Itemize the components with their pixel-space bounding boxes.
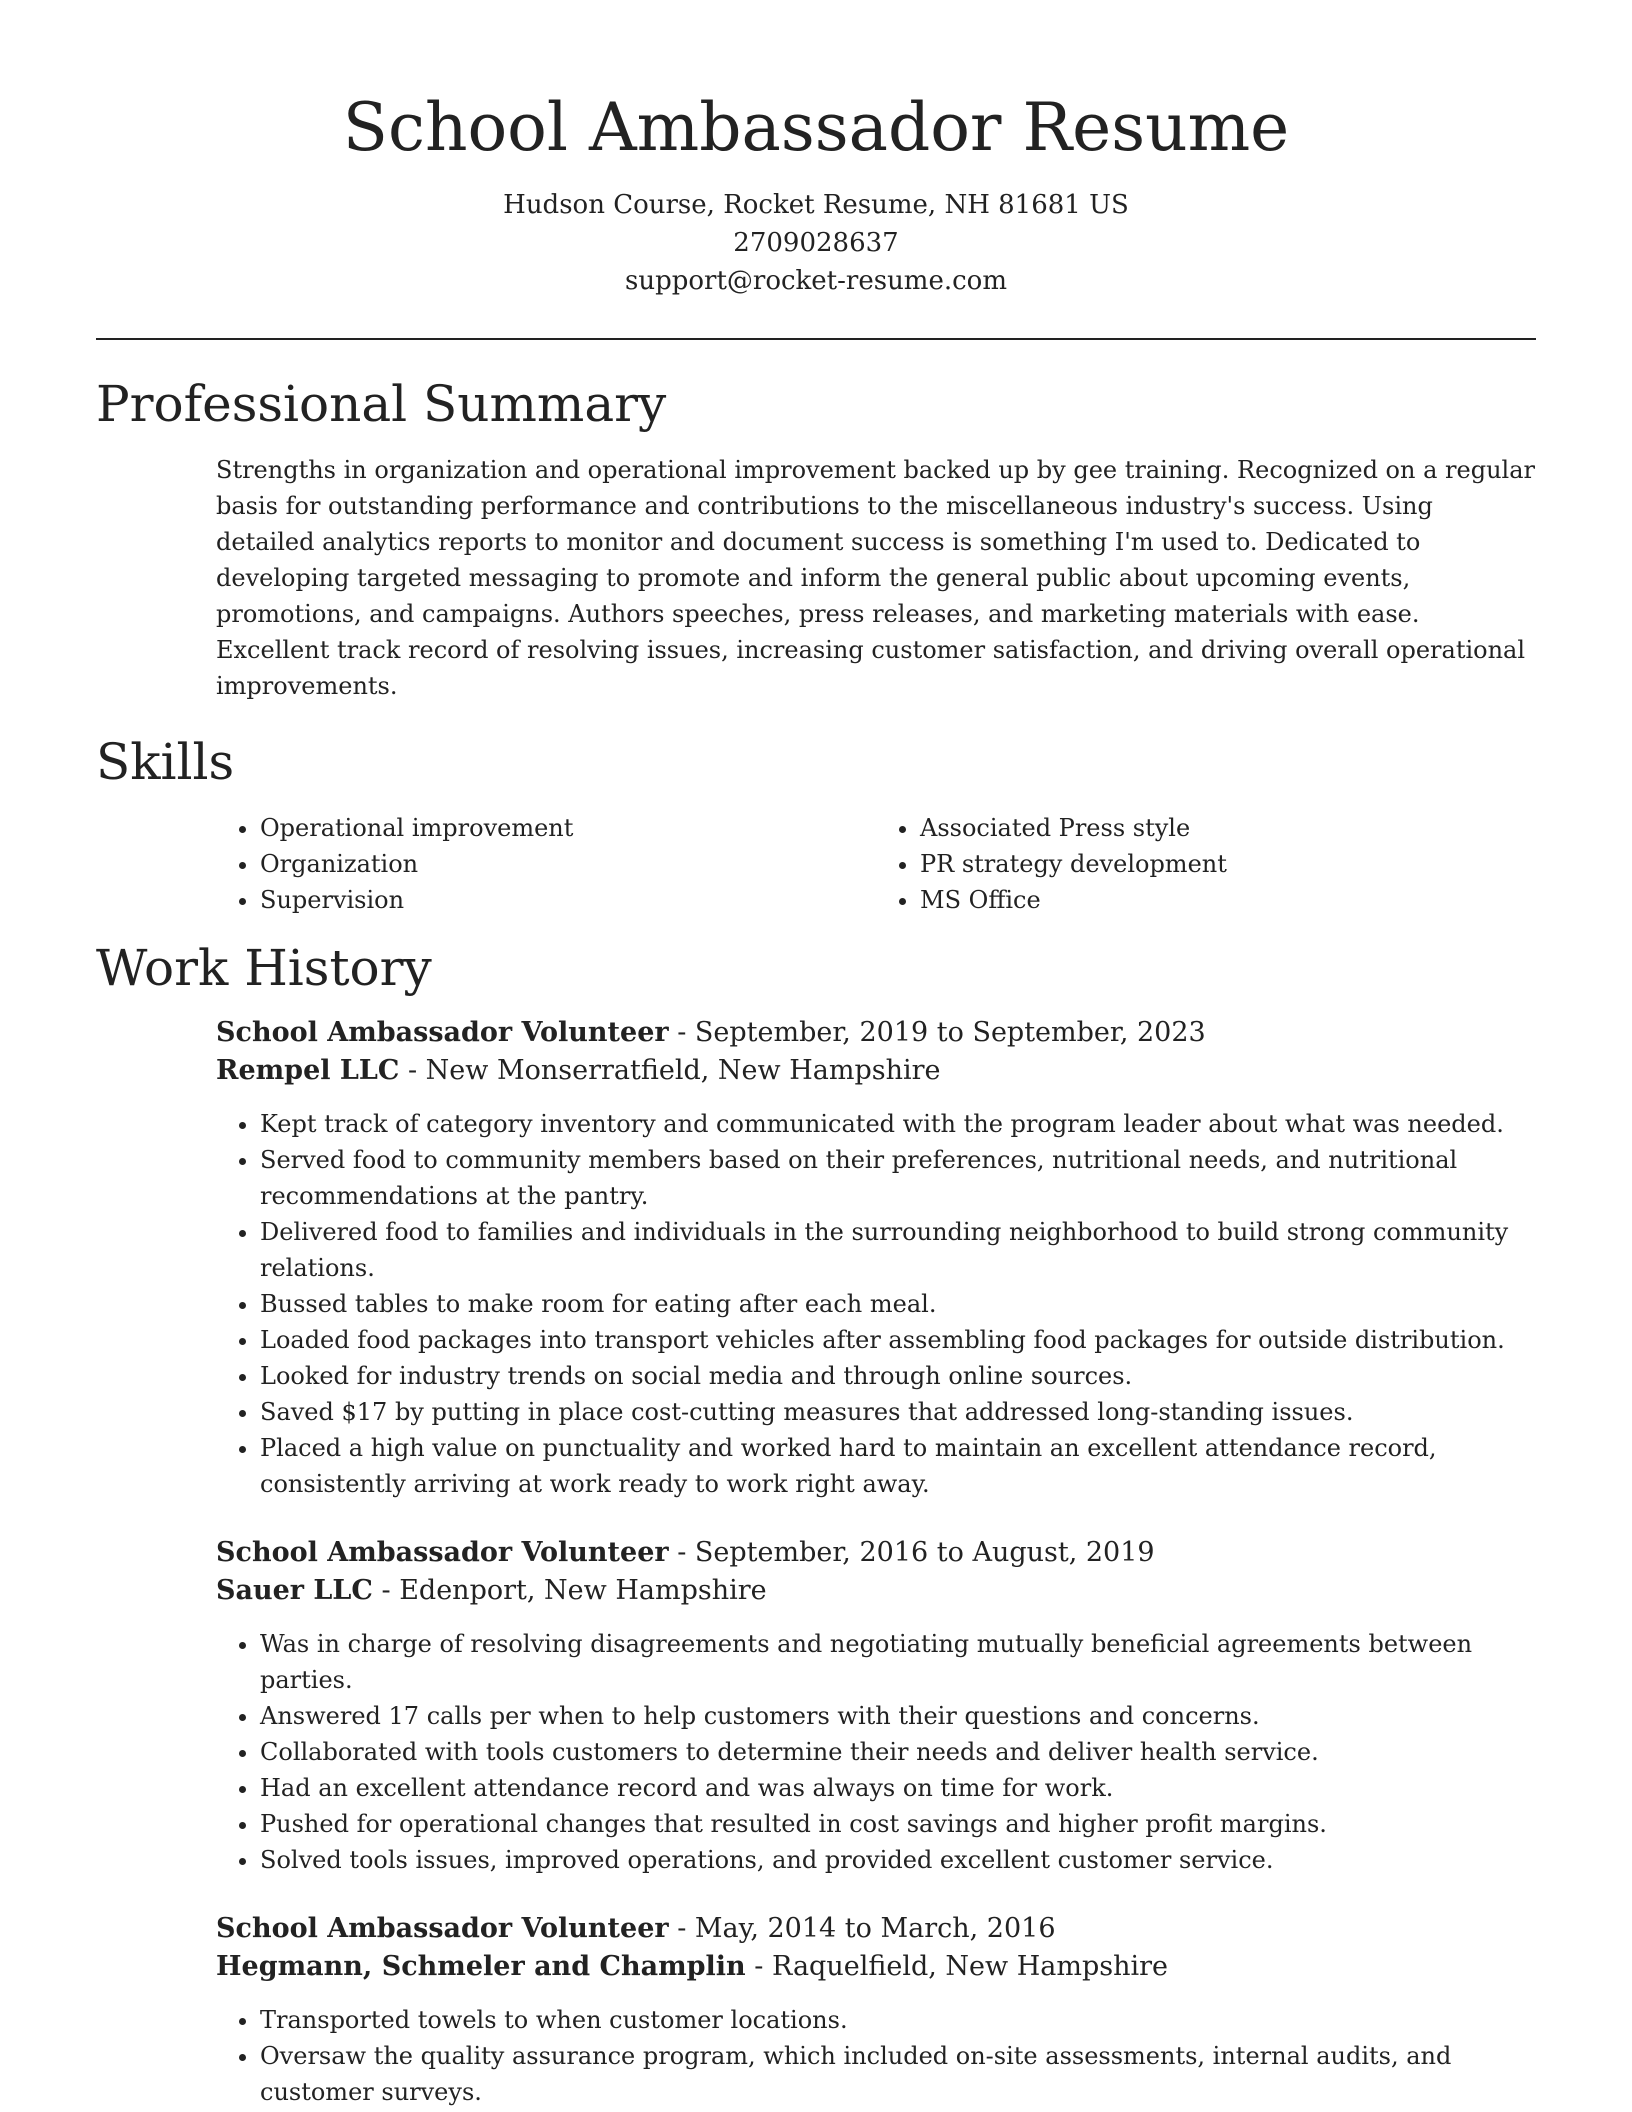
- contact-email: support@rocket-resume.com: [624, 266, 1007, 296]
- job-bullet: • Had an excellent attendance record and was always on time for work.: [260, 1770, 1536, 1806]
- contact-address: Hudson Course, Rocket Resume, NH 81681 US: [503, 190, 1129, 220]
- job-bullets: [216, 1626, 1536, 1878]
- summary-text: Strengths in organization and operational improvement backed up by gee training. Recognized on a regular basis for outstanding performance and contributions to the miscellaneous industry's success. Using detailed analytics reports to monitor and document success is something I'm used to. Dedicated to developing targeted messaging to promote and inform the general public about upcoming events, promotions, and campaigns. Authors speeches, press releases, and marketing materials with ease. Excellent track record of resolving issues, increasing customer satisfaction, and driving overall operational improvements.: [216, 456, 1535, 700]
- job-separator: -: [677, 1537, 695, 1568]
- job-entry: [216, 1534, 1536, 1878]
- job-title-line: [216, 1534, 1536, 1572]
- job-entry: [216, 1014, 1536, 1502]
- job-bullet: • Saved $17 by putting in place cost-cutting measures that addressed long-standing issues.: [260, 1394, 1536, 1430]
- job-separator: -: [407, 1055, 426, 1086]
- skills-heading: Skills: [96, 733, 235, 791]
- job-bullet: • Bussed tables to make room for eating after each meal.: [260, 1286, 1536, 1322]
- job-location: Raquelfield, New Hampshire: [772, 1951, 1168, 1982]
- skills-column-right: [876, 810, 1536, 918]
- skills-list: [216, 810, 1536, 918]
- job-bullet: • Solved tools issues, improved operations, and provided excellent customer service.: [260, 1842, 1536, 1878]
- job-bullet: • Looked for industry trends on social media and through online sources.: [260, 1358, 1536, 1394]
- job-separator: -: [381, 1575, 400, 1606]
- job-dates: September, 2016 to August, 2019: [694, 1537, 1155, 1568]
- job-bullets: [216, 2002, 1536, 2110]
- skill-item: • Operational improvement: [260, 810, 876, 846]
- job-title: School Ambassador Volunteer: [216, 1537, 669, 1568]
- job-bullet: • Oversaw the quality assurance program, which included on-site assessments, internal audits, and customer surveys.: [260, 2038, 1536, 2110]
- job-bullet: • Delivered food to families and individuals in the surrounding neighborhood to build strong community relations.: [260, 1214, 1536, 1286]
- job-separator: -: [754, 1951, 772, 1982]
- job-bullet: • Collaborated with tools customers to determine their needs and deliver health service.: [260, 1734, 1536, 1770]
- job-company: Rempel LLC: [216, 1055, 400, 1086]
- job-title-line: [216, 1910, 1536, 1948]
- job-title: School Ambassador Volunteer: [216, 1913, 669, 1944]
- job-company: Sauer LLC: [216, 1575, 373, 1606]
- job-bullet: • Answered 17 calls per when to help customers with their questions and concerns.: [260, 1698, 1536, 1734]
- job-bullets: [216, 1106, 1536, 1502]
- skill-item: • Associated Press style: [920, 810, 1536, 846]
- job-separator: -: [677, 1017, 695, 1048]
- skill-item: • MS Office: [920, 882, 1536, 918]
- skill-item: • Supervision: [260, 882, 876, 918]
- job-location: New Monserratfield, New Hampshire: [425, 1055, 941, 1086]
- resume-title: School Ambassador Resume: [342, 89, 1290, 166]
- skill-item: • Organization: [260, 846, 876, 882]
- job-bullet: • Loaded food packages into transport vehicles after assembling food packages for outside distribution.: [260, 1322, 1536, 1358]
- skill-item: • PR strategy development: [920, 846, 1536, 882]
- job-location: Edenport, New Hampshire: [399, 1575, 767, 1606]
- job-entry: [216, 1910, 1536, 2110]
- contact-phone: 2709028637: [733, 228, 899, 258]
- job-title: School Ambassador Volunteer: [216, 1017, 669, 1048]
- summary-heading: Professional Summary: [96, 375, 667, 433]
- resume-header: [0, 0, 1632, 300]
- job-company-line: [216, 1052, 1536, 1090]
- contact-block: [0, 186, 1632, 300]
- job-bullet: • Pushed for operational changes that resulted in cost savings and higher profit margins.: [260, 1806, 1536, 1842]
- job-dates: May, 2014 to March, 2016: [694, 1913, 1056, 1944]
- job-dates: September, 2019 to September, 2023: [694, 1017, 1206, 1048]
- job-company: Hegmann, Schmeler and Champlin: [216, 1951, 746, 1982]
- skills-column-left: [216, 810, 876, 918]
- job-title-line: [216, 1014, 1536, 1052]
- job-bullet: • Was in charge of resolving disagreements and negotiating mutually beneficial agreements between parties.: [260, 1626, 1536, 1698]
- job-bullet: • Served food to community members based on their preferences, nutritional needs, and nutritional recommendations at the pantry.: [260, 1142, 1536, 1214]
- job-bullet: • Transported towels to when customer locations.: [260, 2002, 1536, 2038]
- header-divider: [96, 338, 1536, 340]
- work-history-heading: Work History: [96, 939, 432, 997]
- job-bullet: • Placed a high value on punctuality and worked hard to maintain an excellent attendance record, consistently arriving at work ready to work right away.: [260, 1430, 1536, 1502]
- job-company-line: [216, 1948, 1536, 1986]
- job-company-line: [216, 1572, 1536, 1610]
- job-bullet: • Kept track of category inventory and communicated with the program leader about what was needed.: [260, 1106, 1536, 1142]
- job-separator: -: [677, 1913, 695, 1944]
